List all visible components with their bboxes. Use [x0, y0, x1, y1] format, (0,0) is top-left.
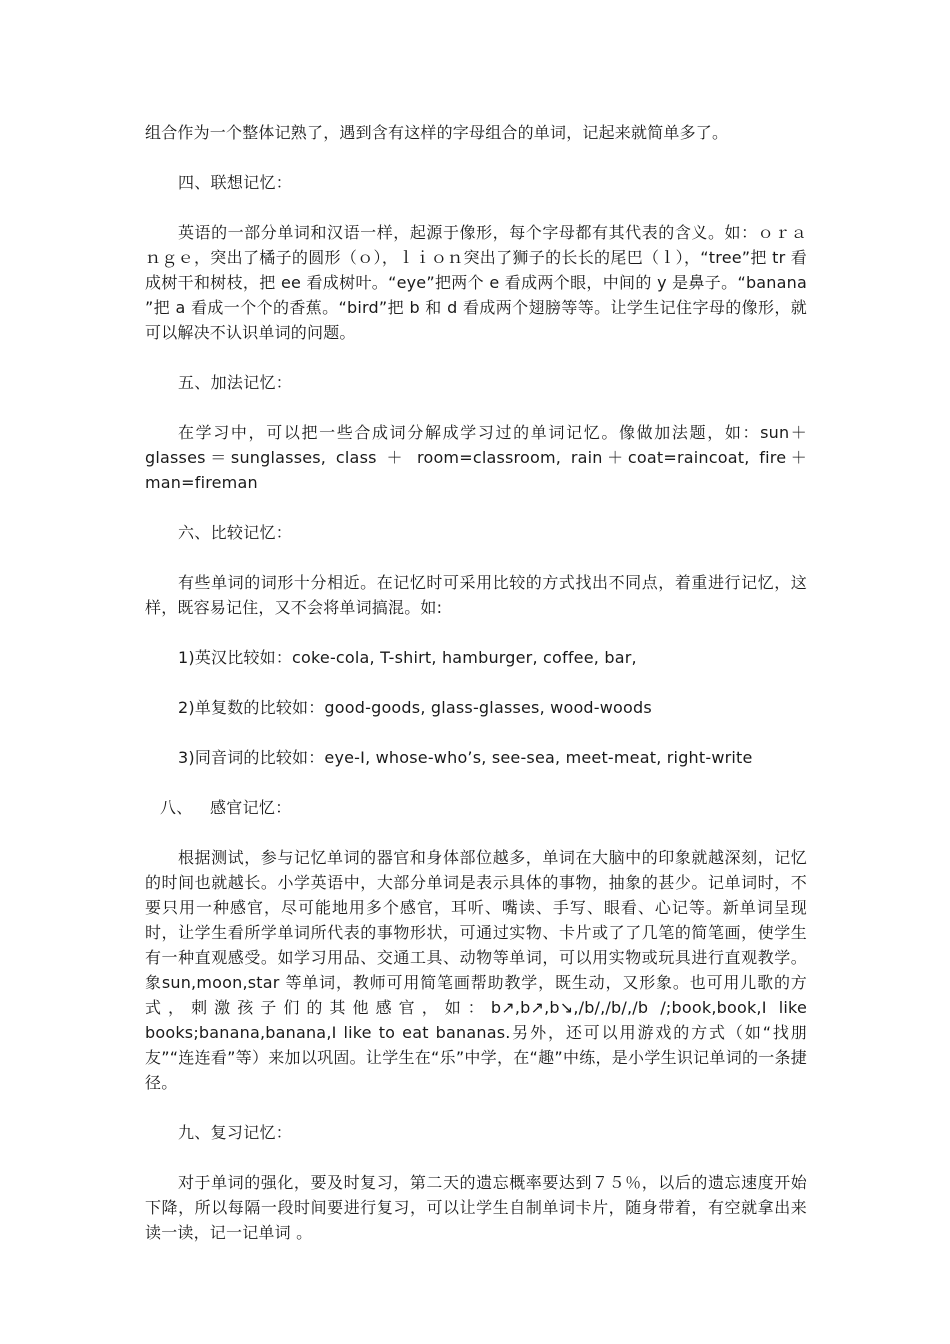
paragraph-continuation: 组合作为一个整体记熟了，遇到含有这样的字母组合的单词，记起来就简单多了。: [145, 123, 729, 142]
section-heading-addition: 五、加法记忆：: [178, 373, 293, 392]
paragraph-review: 对于单词的强化，要及时复习，第二天的遗忘概率要达到７５％，以后的遗忘速度开始下降，所以每隔一段时间要进行复习，可以让学生自制单词卡片，随身带着，有空就拿出来读一读，记一记单词 。: [145, 1173, 807, 1242]
paragraph-addition: 在学习中，可以把一些合成词分解成学习过的单词记忆。像做加法题，如：sun＋glasses＝sunglasses, class ＋ room=classroom, rain＋coat=raincoat, fire＋man=fireman: [145, 423, 807, 492]
comparison-item-singular-plural: 2)单复数的比较如：good-goods, glass-glasses, wood-woods: [178, 698, 652, 717]
section-heading-senses: [145, 795, 807, 820]
section-heading-comparison: 六、比较记忆：: [178, 523, 293, 542]
paragraph-association: 英语的一部分单词和汉语一样，起源于像形，每个字母都有其代表的含义。如：ｏｒａｎｇｅ，突出了橘子的圆形（ｏ），ｌｉｏｎ突出了狮子的长长的尾巴（ｌ），“tree”把 tr 看成树干和树枝，把 ee 看成树叶。“eye”把两个 e 看成两个眼，中间的 y 是鼻子。“banana ”把 a 看成一个个的香蕉。“bird”把 b 和 d 看成两个翅膀等等。让学生记住字母的像形，就可以解决不认识单词的问题。: [145, 223, 807, 342]
section-heading-review: 九、复习记忆：: [178, 1123, 293, 1142]
paragraph-senses: 根据测试，参与记忆单词的器官和身体部位越多，单词在大脑中的印象就越深刻，记忆的时间也就越长。小学英语中，大部分单词是表示具体的事物，抽象的甚少。记单词时，不要只用一种感官，尽可能地用多个感官，耳听、嘴读、手写、眼看、心记等。新单词呈现时，让学生看所学单词所代表的事物形状，可通过实物、卡片或了了几笔的简笔画，使学生有一种直观感受。如学习用品、交通工具、动物等单词，可以用实物或玩具进行直观教学。象sun,moon,star 等单词，教师可用简笔画帮助教学，既生动，又形象。也可用儿歌的方式，刺激孩子们的其他感官，如：b↗,b↗,b↘,/b/,/b/,/b /;book,book,I like books;banana,banana,I like to eat bananas.另外，还可以用游戏的方式（如“找朋友”“连连看”等）来加以巩固。让学生在“乐”中学，在“趣”中练，是小学生识记单词的一条捷径。: [145, 848, 807, 1092]
section-title: 感官记忆：: [210, 798, 292, 817]
section-heading-association: 四、联想记忆：: [178, 173, 293, 192]
section-number: 八、: [160, 798, 193, 817]
comparison-item-homophones: 3)同音词的比较如：eye-I, whose-who’s, see-sea, meet-meat, right-write: [178, 748, 753, 767]
paragraph-comparison: 有些单词的词形十分相近。在记忆时可采用比较的方式找出不同点，着重进行记忆，这样，既容易记住，又不会将单词搞混。如:: [145, 573, 807, 617]
comparison-item-english-chinese: 1)英汉比较如：coke-cola, T-shirt, hamburger, coffee, bar,: [178, 648, 637, 667]
document-page: [145, 120, 807, 1245]
